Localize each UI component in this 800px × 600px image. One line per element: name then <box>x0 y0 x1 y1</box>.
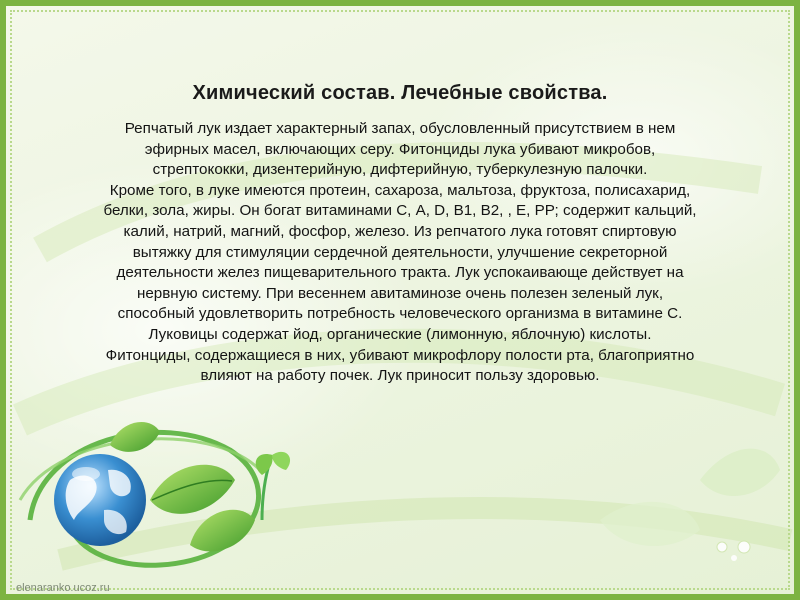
body-line: стрептококки, дизентерийную, дифтерийную, туберкулезную палочки. <box>152 161 648 179</box>
body-line: вытяжку для стимуляции сердечной деятельности, улучшение секреторной <box>132 243 668 261</box>
slide-body <box>40 119 760 387</box>
sparkle-icon <box>717 541 750 561</box>
body-line: способный удовлетворить потребность человеческого организма в витамине С. <box>117 305 683 323</box>
body-line: Фитонциды, содержащиеся в них, убивают микрофлору полости рта, благоприятно <box>105 346 695 364</box>
body-line: Кроме того, в луке имеются протеин, сахароза, мальтоза, фруктоза, полисахарид, <box>109 181 691 199</box>
body-line: деятельности желез пищеварительного тракта. Лук успокаивающе действует на <box>116 264 684 282</box>
body-line: эфирных масел, включающих серу. Фитонциды лука убивают микробов, <box>144 140 656 158</box>
body-line: нервную систему. При весеннем авитаминозе очень полезен зеленый лук, <box>136 284 664 302</box>
slide-title: Химический состав. Лечебные свойства. <box>192 82 608 104</box>
source-watermark: elenaranko.ucoz.ru <box>16 582 110 594</box>
body-line: Луковицы содержат йод, органические (лимонную, яблочную) кислоты. <box>148 325 652 343</box>
body-line: влияют на работу почек. Лук приносит пользу здоровью. <box>200 367 600 385</box>
body-line: калий, натрий, магний, фосфор, железо. Из репчатого лука готовят спиртовую <box>123 222 677 240</box>
body-line: белки, зола, жиры. Он богат витаминами С, А, D, В1, В2, , Е, РР; содержит кальций, <box>103 202 697 220</box>
slide-content <box>40 82 760 387</box>
body-line: Репчатый лук издает характерный запах, обусловленный присутствием в нем <box>124 120 676 137</box>
globe-icon <box>54 454 146 546</box>
